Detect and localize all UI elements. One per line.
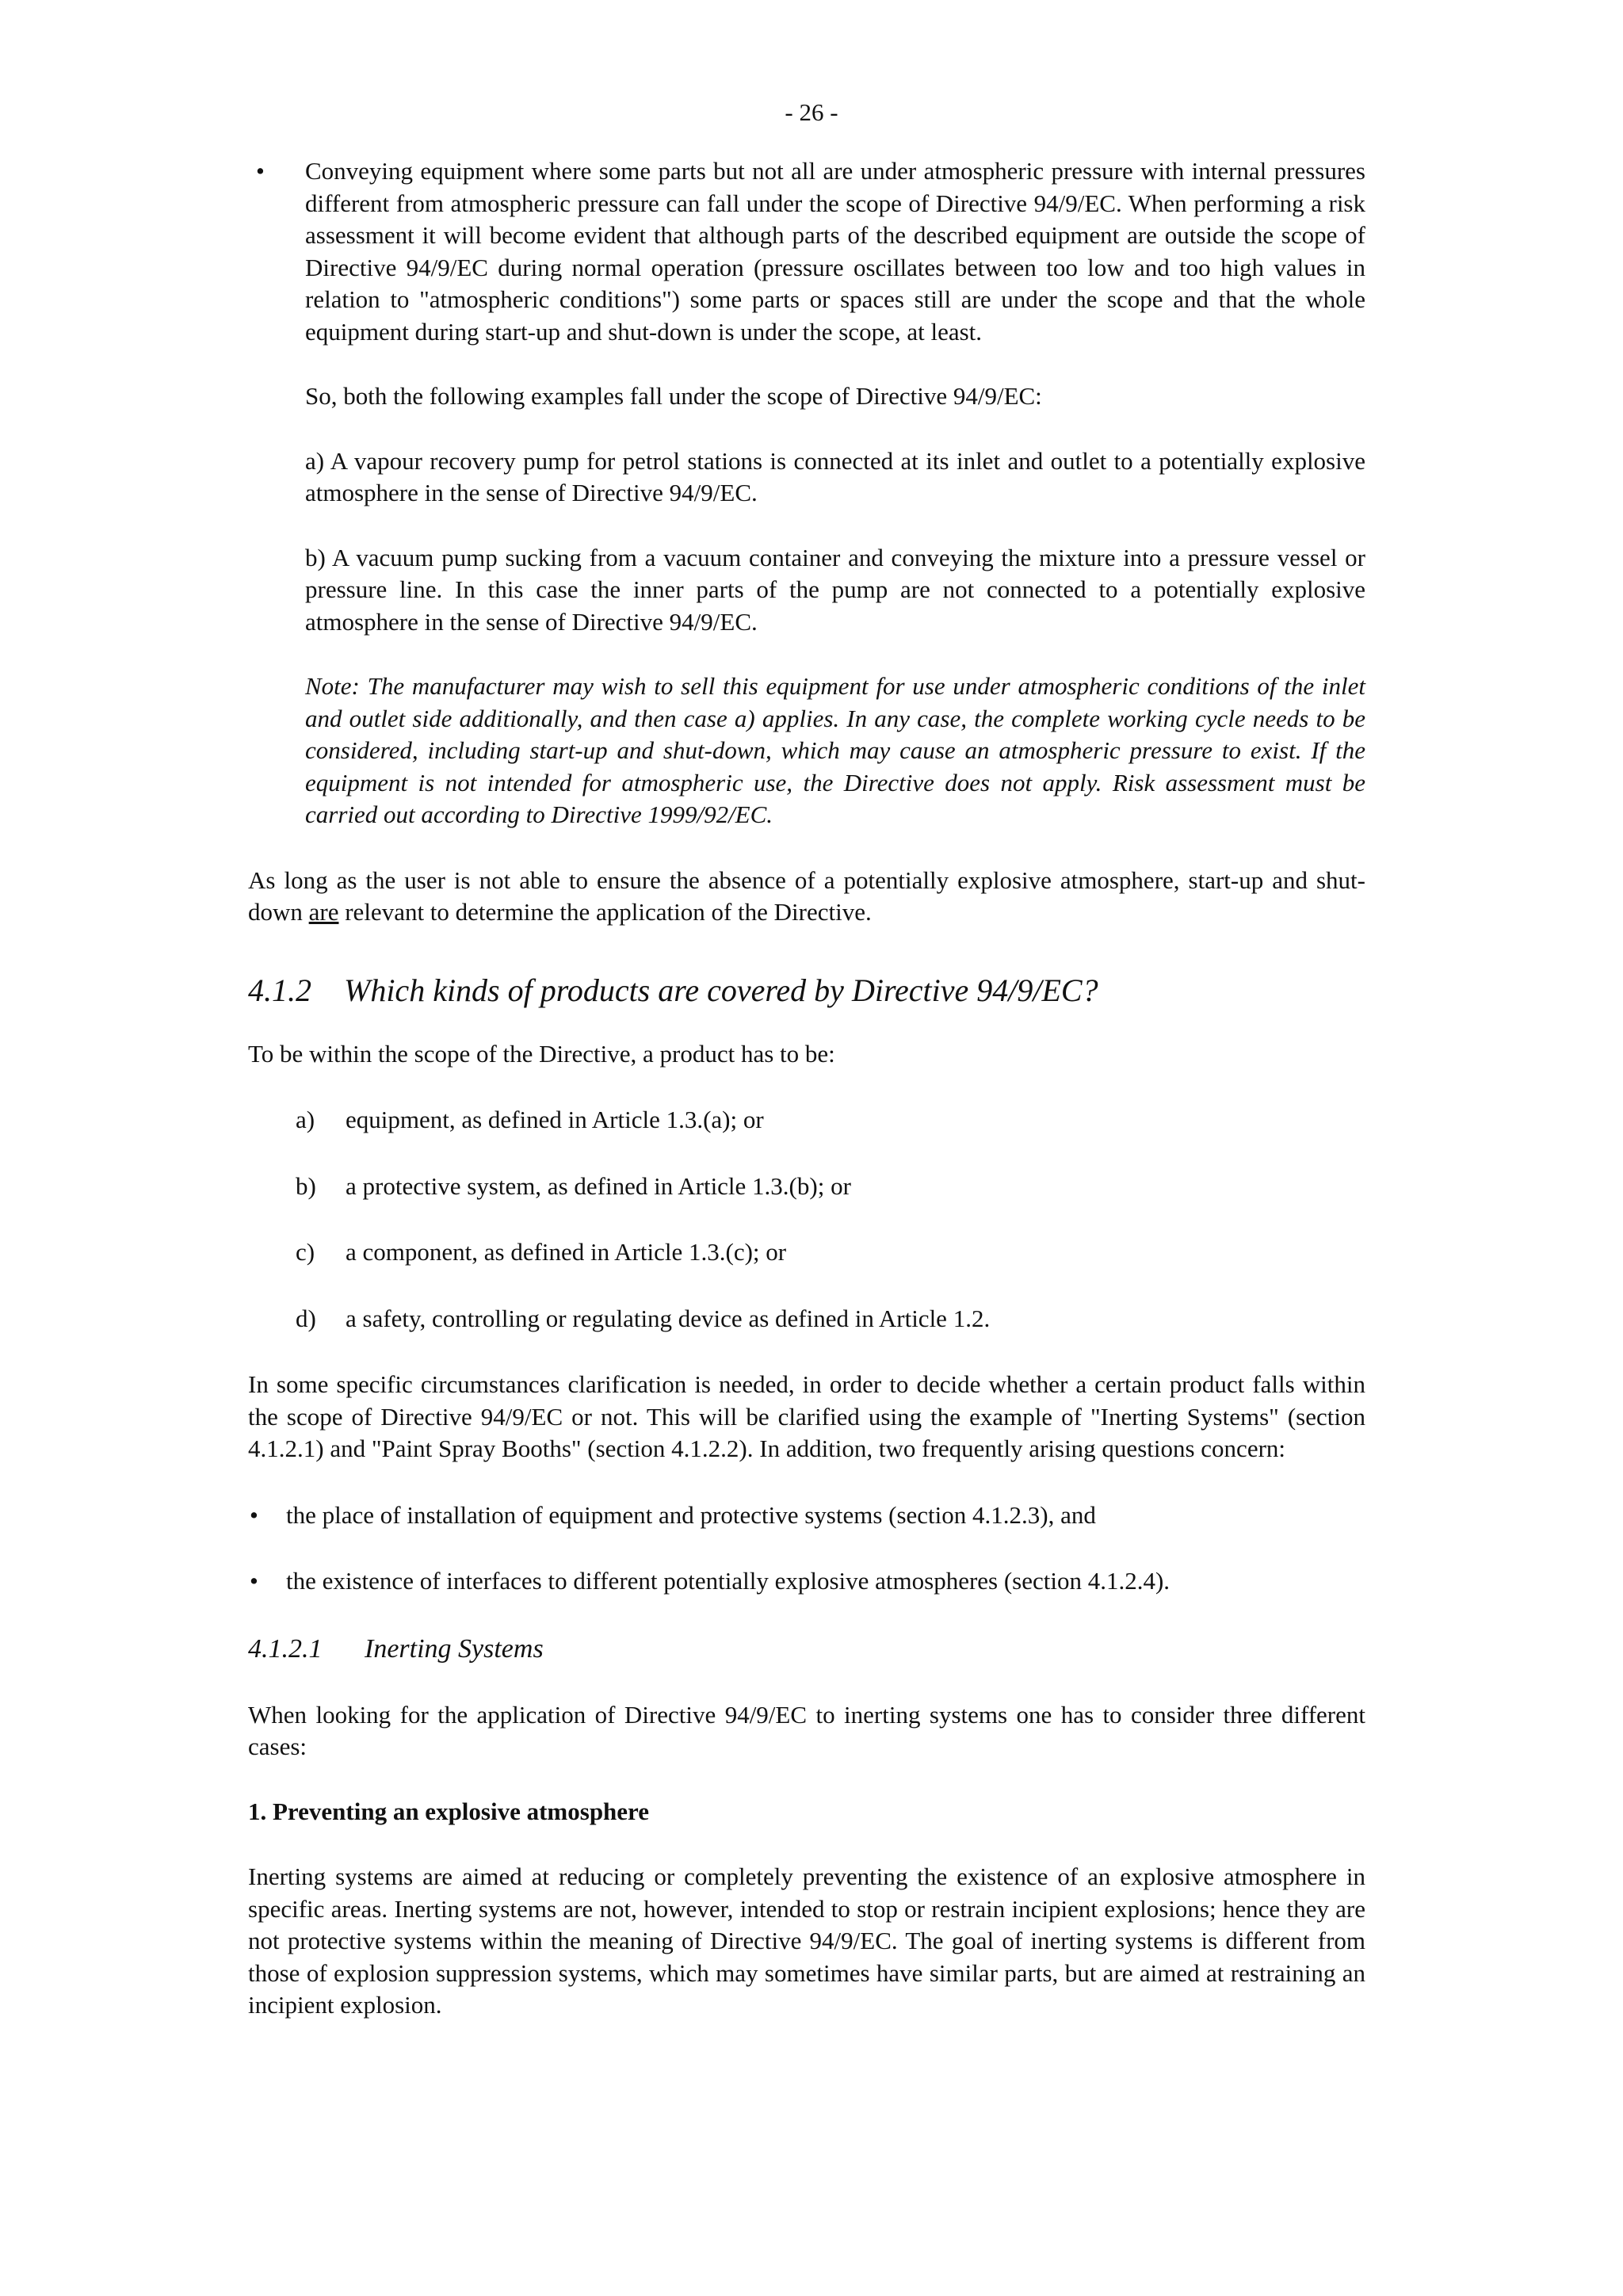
clarification-paragraph: In some specific circumstances clarification is needed, in order to decide whether a certain product falls within the scope of Directive 94/9/EC or not. This will be clarified using the example of "Inerting Systems" (section 4.1.2.1) and "Paint Spray Booths" (section 4.1.2.2). In addition, two frequently arising questions concern:	[248, 1370, 1365, 1462]
example-a: a) A vapour recovery pump for petrol stations is connected at its inlet and outlet to a potentially explosive atmosphere in the sense of Directive 94/9/EC.	[305, 446, 1365, 506]
list-item-text: a component, as defined in Article 1.3.(c); or	[346, 1238, 787, 1266]
list-item-text: the place of installation of equipment and protective systems (section 4.1.2.3), and	[286, 1500, 1096, 1529]
examples-intro: So, both the following examples fall under the scope of Directive 94/9/EC:	[305, 382, 1042, 410]
note-paragraph: Note: The manufacturer may wish to sell this equipment for use under atmospheric conditions of the inlet and outlet side additionally, and then case a) applies. In any case, the complete working cycle needs to be considered, including start-up and shut-down, which may cause an atmospheric pressure to exist. If the equipment is not intended for atmospheric use, the Directive does not apply. Risk assessment must be carried out according to Directive 1999/92/EC.	[305, 672, 1365, 828]
closing-text-start: As long as the user is not able to ensure the absence of a potentially explosive atmosphere, start-up and shut-down	[248, 865, 1365, 926]
bullet-icon: •	[256, 157, 265, 185]
closing-paragraph	[248, 865, 1365, 929]
inerting-intro: When looking for the application of Directive 94/9/EC to inerting systems one has to consider three different cases:	[248, 1700, 1365, 1760]
list-item-text: the existence of interfaces to different potentially explosive atmospheres (section 4.1.2.4).	[286, 1567, 1170, 1595]
list-item-text: equipment, as defined in Article 1.3.(a); or	[346, 1106, 764, 1133]
subsection-number: 4.1.2.1	[248, 1633, 323, 1664]
list-item	[248, 1303, 1365, 1335]
bullet-section	[248, 155, 1365, 831]
example-b: b) A vacuum pump sucking from a vacuum container and conveying the mixture into a pressure vessel or pressure line. In this case the inner parts of the pump are not connected to a potentially explosive atmosphere in the sense of Directive 94/9/EC.	[305, 543, 1365, 636]
list-item-text: a safety, controlling or regulating device as defined in Article 1.2.	[346, 1304, 991, 1332]
closing-underlined-word: are	[308, 898, 339, 926]
list-item-text: a protective system, as defined in Article 1.3.(b); or	[346, 1171, 851, 1200]
section-title: Which kinds of products are covered by Directive 94/9/EC?	[344, 972, 1098, 1008]
list-marker: b)	[296, 1171, 316, 1200]
list-marker: a)	[296, 1106, 315, 1133]
list-item	[248, 1104, 1365, 1137]
bullet-icon: •	[250, 1500, 258, 1529]
section-heading-4-1-2	[248, 971, 1365, 1010]
bullet-icon: •	[250, 1567, 258, 1595]
section-heading-4-1-2-1	[248, 1632, 1365, 1667]
product-types-list	[248, 1104, 1365, 1335]
scope-intro: To be within the scope of the Directive, a product has to be:	[248, 1039, 835, 1068]
subsection-title: Inerting Systems	[365, 1633, 544, 1664]
closing-text-end: relevant to determine the application of the Directive.	[338, 898, 872, 926]
list-item	[248, 1499, 1365, 1532]
section-number: 4.1.2	[248, 972, 311, 1008]
list-item	[248, 1236, 1365, 1269]
case-heading: 1. Preventing an explosive atmosphere	[248, 1797, 650, 1825]
list-marker: d)	[296, 1304, 316, 1332]
list-item	[248, 1565, 1365, 1598]
list-item	[248, 1171, 1365, 1203]
list-marker: c)	[296, 1238, 315, 1266]
case-paragraph: Inerting systems are aimed at reducing or completely preventing the existence of an explosive atmosphere in specific areas. Inerting systems are not, however, intended to stop or restrain incipient explosions; hence they are not protective systems within the meaning of Directive 94/9/EC. The goal of inerting systems is different from those of explosion suppression systems, which may sometimes have similar parts, but are aimed at restraining an incipient explosion.	[248, 1862, 1365, 2019]
conveying-paragraph: Conveying equipment where some parts but not all are under atmospheric pressure with internal pressures different from atmospheric pressure can fall under the scope of Directive 94/9/EC. When performing a risk assessment it will become evident that although parts of the described equipment are outside the scope of Directive 94/9/EC during normal operation (pressure oscillates between too low and too high values in relation to "atmospheric conditions") some parts or spaces still are under the scope and that the whole equipment during start-up and shut-down is under the scope, at least.	[305, 157, 1365, 346]
questions-list	[248, 1499, 1365, 1598]
page-content	[248, 155, 1365, 2022]
page-number: - 26 -	[785, 98, 838, 126]
